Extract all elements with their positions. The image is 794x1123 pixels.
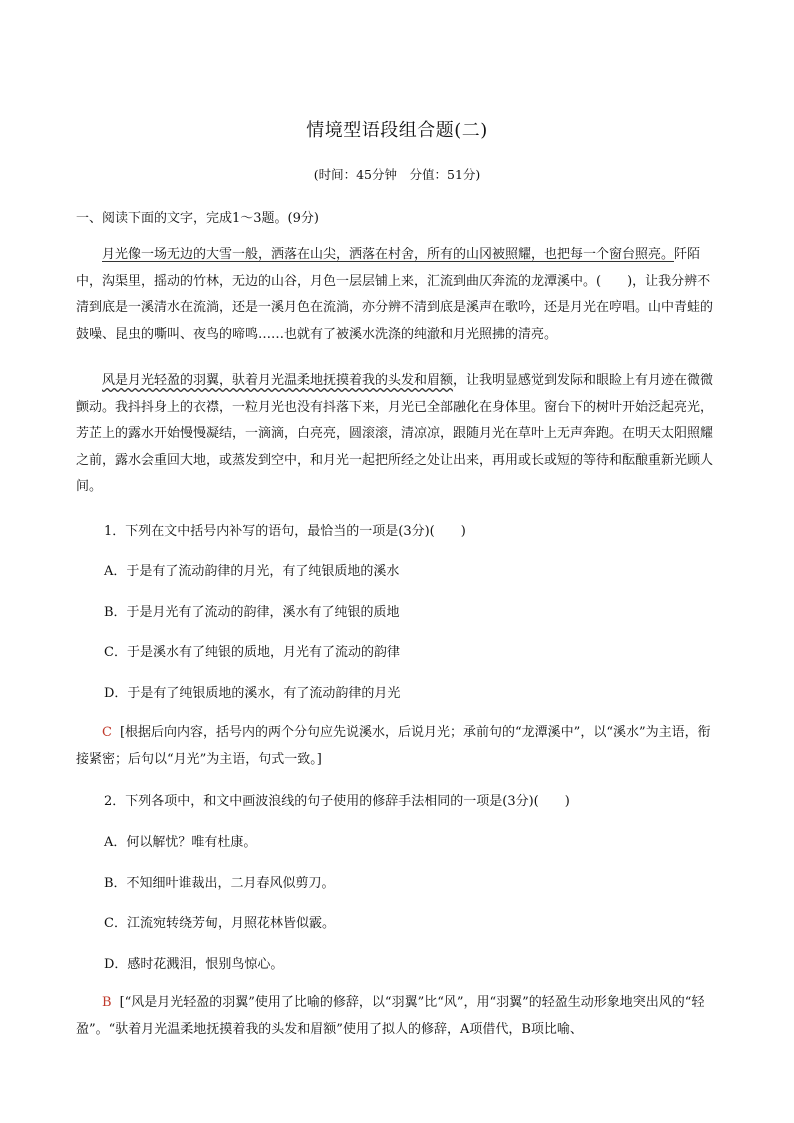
q2-explanation: [“风是月光轻盈的羽翼”使用了比喻的修辞，以“羽翼”比“风”，用“羽翼”的轻盈生动形象地突出风的“轻盈”。“驮着月光温柔地抚摸着我的头发和眉额”使用了拟人的修辞，A项借代，B项比喻、 [76, 995, 705, 1037]
paragraph-1-text: 阡陌中，沟渠里，摇动的竹林，无边的山谷，月色一层层铺上来，汇流到曲仄奔流的龙潭溪中。( )，让我分辨不清到底是一溪清水在流淌，还是一溪月色在流淌，亦分辨不清到底是溪声在歌吟，还是月光在哼唱。山中青蛙的鼓噪、昆虫的嘶叫、夜鸟的啼鸣……也就有了被溪水洗涤的纯澈和月光照拂的清亮。 [76, 247, 714, 342]
q2-option-b: B．不知细叶谁裁出，二月春风似剪刀。 [104, 876, 335, 891]
q2-option-d: D．感时花溅泪，恨别鸟惊心。 [104, 957, 284, 972]
q2-option-c: C．江流宛转绕芳甸，月照花林皆似霰。 [104, 916, 335, 931]
q1-option-b: B．于是月光有了流动的韵律，溪水有了纯银的质地 [104, 605, 400, 620]
q1-option-d: D．于是有了纯银质地的溪水，有了流动韵律的月光 [104, 686, 401, 701]
wavy-underlined-sentence: 风是月光轻盈的羽翼，驮着月光温柔地抚摸着我的头发和眉额 [102, 373, 454, 388]
passage-paragraph-1 [76, 242, 722, 348]
paragraph-2-text: ，让我明显感觉到发际和眼睑上有月迹在微微颤动。我抖抖身上的衣襟，一粒月光也没有抖落下来，月光已全部融化在身体里。窗台下的树叶开始泛起亮光，芳芷上的露水开始慢慢凝结，一滴滴，白亮亮，圆滚滚，清凉凉，跟随月光在草叶上无声奔跑。在明天太阳照耀之前，露水会重回大地，或蒸发到空中，和月光一起把所经之处让出来，再用或长或短的等待和酝酿重新光顾人间。 [76, 373, 714, 494]
q1-answer-letter: C [102, 725, 112, 740]
q2-option-a: A．何以解忧？唯有杜康。 [104, 835, 257, 850]
q2-answer-letter: B [102, 995, 112, 1010]
passage-paragraph-2 [76, 368, 722, 501]
q1-explanation: [根据后向内容，括号内的两个分句应先说溪水，后说月光；承前句的“龙潭溪中”，以“溪水”为主语，衔接紧密；后句以“月光”为主语，句式一致。] [76, 725, 711, 767]
question-1-stem: 1．下列在文中括号内补写的语句，最恰当的一项是(3分)( ) [104, 524, 466, 539]
page-title: 情境型语段组合题(二) [306, 120, 488, 141]
exam-meta: (时间：45分钟 分值：51分) [313, 167, 481, 182]
section-heading: 一、阅读下面的文字，完成1～3题。(9分) [76, 211, 319, 226]
underlined-sentence: 月光像一场无边的大雪一般，洒落在山尖，洒落在村舍，所有的山冈被照耀，也把每一个窗台照亮。 [102, 247, 675, 262]
q2-answer-block [76, 990, 722, 1043]
question-2-stem: 2．下列各项中，和文中画波浪线的句子使用的修辞手法相同的一项是(3分)( ) [104, 794, 570, 809]
q1-option-a: A．于是有了流动韵律的月光，有了纯银质地的溪水 [104, 564, 400, 579]
q1-option-c: C．于是溪水有了纯银的质地，月光有了流动的韵律 [104, 645, 400, 660]
q1-answer-block [76, 720, 722, 773]
